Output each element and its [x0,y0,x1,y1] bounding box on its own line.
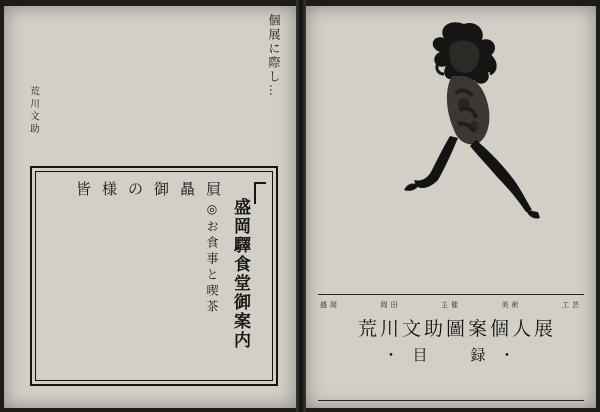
sponsors-row [320,300,582,310]
book-gutter [296,0,306,412]
sponsor-item: 岡田 [380,301,401,309]
foreword-author: 荒川文助 [28,86,39,136]
ad-notes [46,204,158,374]
bracket-ornament [254,182,266,204]
restaurant-advertisement [30,166,278,386]
exhibition-title: 荒川文助圖案個人展 [357,318,556,340]
sponsor-item: 盛岡 [320,301,340,309]
bottom-rule [318,400,584,401]
foreword-title: 個展に際し… [267,14,281,98]
catalog-label: ・目 録・ [383,346,529,364]
sponsor-item: 主催 [441,301,461,309]
left-page [4,6,296,408]
running-figure-illustration [394,14,544,224]
ad-header: 皆様の御贔屓 [75,180,232,198]
sponsor-item: 工芸 [562,301,582,309]
ad-title: 盛岡驛食堂御案内 [230,198,250,350]
right-page [306,6,596,408]
sponsor-item: 美術 [501,301,522,309]
top-rule [318,294,584,295]
running-figure-image [394,14,544,224]
foreword-body [18,16,260,156]
ad-subtitle: ◎お食事と喫茶 [205,202,219,316]
